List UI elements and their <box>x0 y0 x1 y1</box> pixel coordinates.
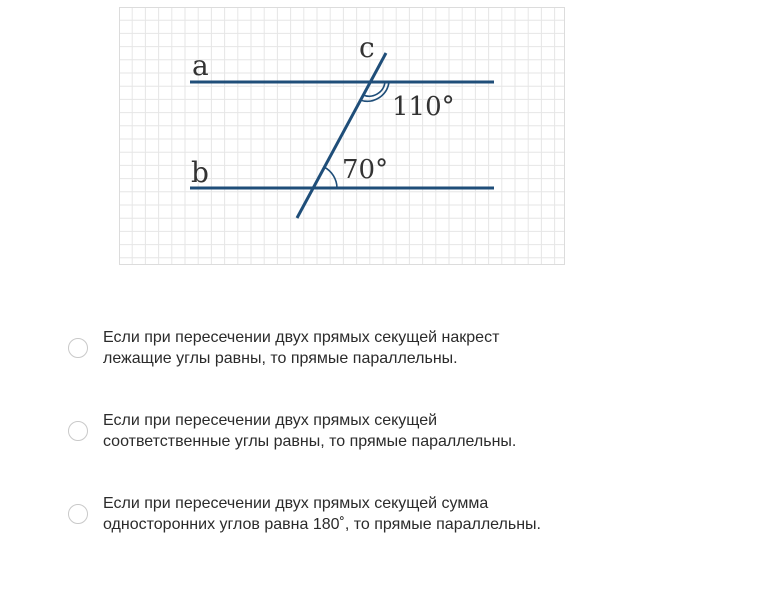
option-3-text <box>103 493 723 535</box>
label-angle-70: 70° <box>342 155 389 185</box>
radio-button-1[interactable] <box>68 338 88 358</box>
radio-button-3[interactable] <box>68 504 88 524</box>
label-c: c <box>359 31 375 64</box>
option-2-line-2: соответственные углы равны, то прямые параллельны. <box>103 433 517 450</box>
radio-button-2[interactable] <box>68 421 88 441</box>
option-2-line-1: Если при пересечении двух прямых секущей <box>103 412 438 429</box>
option-1-line-1: Если при пересечении двух прямых секущей накрест <box>103 329 500 346</box>
label-angle-110: 110° <box>392 92 455 122</box>
option-3-line-1: Если при пересечении двух прямых секущей сумма <box>103 495 489 512</box>
label-a: a <box>192 49 209 82</box>
option-1-text <box>103 327 723 369</box>
option-3-line-2: односторонних углов равна 180˚, то прямые параллельны. <box>103 516 541 533</box>
option-1-line-2: лежащие углы равны, то прямые параллельны. <box>103 350 458 367</box>
label-b: b <box>191 156 209 189</box>
option-2-text <box>103 410 723 452</box>
